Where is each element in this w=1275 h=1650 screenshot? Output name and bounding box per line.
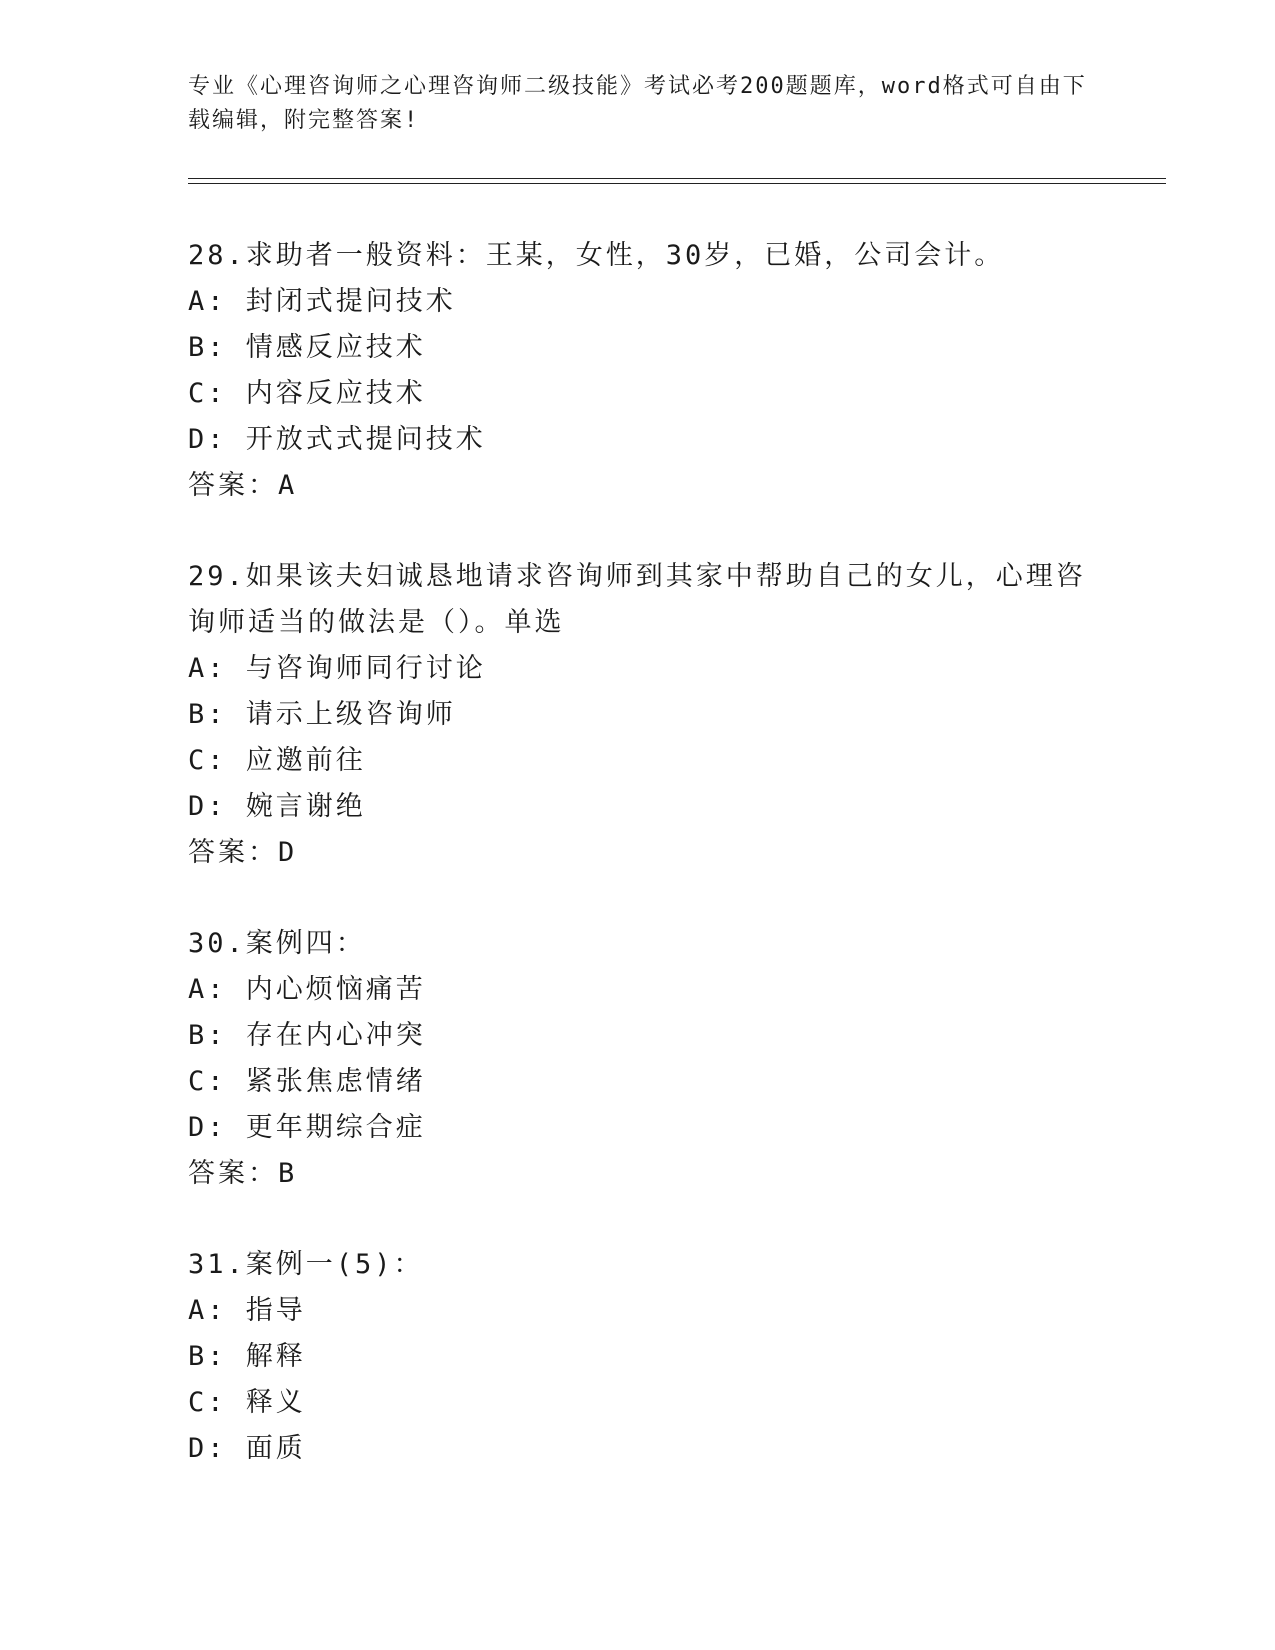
option-a: A: 指导 xyxy=(188,1295,306,1326)
option-c: C: 应邀前往 xyxy=(188,745,366,776)
option-a: A: 与咨询师同行讨论 xyxy=(188,653,486,684)
question-29 xyxy=(188,554,1088,876)
question-31 xyxy=(188,1242,1088,1472)
option-b: B: 请示上级咨询师 xyxy=(188,699,456,730)
option-b: B: 解释 xyxy=(188,1341,306,1372)
option-d: D: 开放式式提问技术 xyxy=(188,424,486,455)
answer-line: 答案：D xyxy=(188,837,298,868)
header-divider-bottom xyxy=(188,183,1166,184)
answer-line: 答案：B xyxy=(188,1158,298,1189)
option-d: D: 面质 xyxy=(188,1433,306,1464)
option-a: A: 内心烦恼痛苦 xyxy=(188,974,426,1005)
option-c: C: 释义 xyxy=(188,1387,306,1418)
question-stem: 30.案例四： xyxy=(188,928,366,959)
answer-line: 答案：A xyxy=(188,470,298,501)
header-divider-top xyxy=(188,178,1166,179)
question-stem: 29.如果该夫妇诚恳地请求咨询师到其家中帮助自己的女儿，心理咨询师适当的做法是（）。单选 xyxy=(188,561,1086,638)
option-b: B: 存在内心冲突 xyxy=(188,1020,426,1051)
question-stem: 31.案例一(5)： xyxy=(188,1249,424,1280)
option-b: B: 情感反应技术 xyxy=(188,332,426,363)
option-a: A: 封闭式提问技术 xyxy=(188,286,456,317)
option-d: D: 婉言谢绝 xyxy=(188,791,366,822)
question-28 xyxy=(188,233,1088,509)
option-c: C: 内容反应技术 xyxy=(188,378,426,409)
header-text: 专业《心理咨询师之心理咨询师二级技能》考试必考200题题库，word格式可自由下载编辑，附完整答案! xyxy=(188,74,1087,133)
question-30 xyxy=(188,921,1088,1197)
document-header xyxy=(188,70,1088,138)
question-stem: 28.求助者一般资料：王某，女性，30岁，已婚，公司会计。 xyxy=(188,240,1005,271)
option-c: C: 紧张焦虑情绪 xyxy=(188,1066,426,1097)
option-d: D: 更年期综合症 xyxy=(188,1112,426,1143)
question-list xyxy=(188,233,1088,1517)
